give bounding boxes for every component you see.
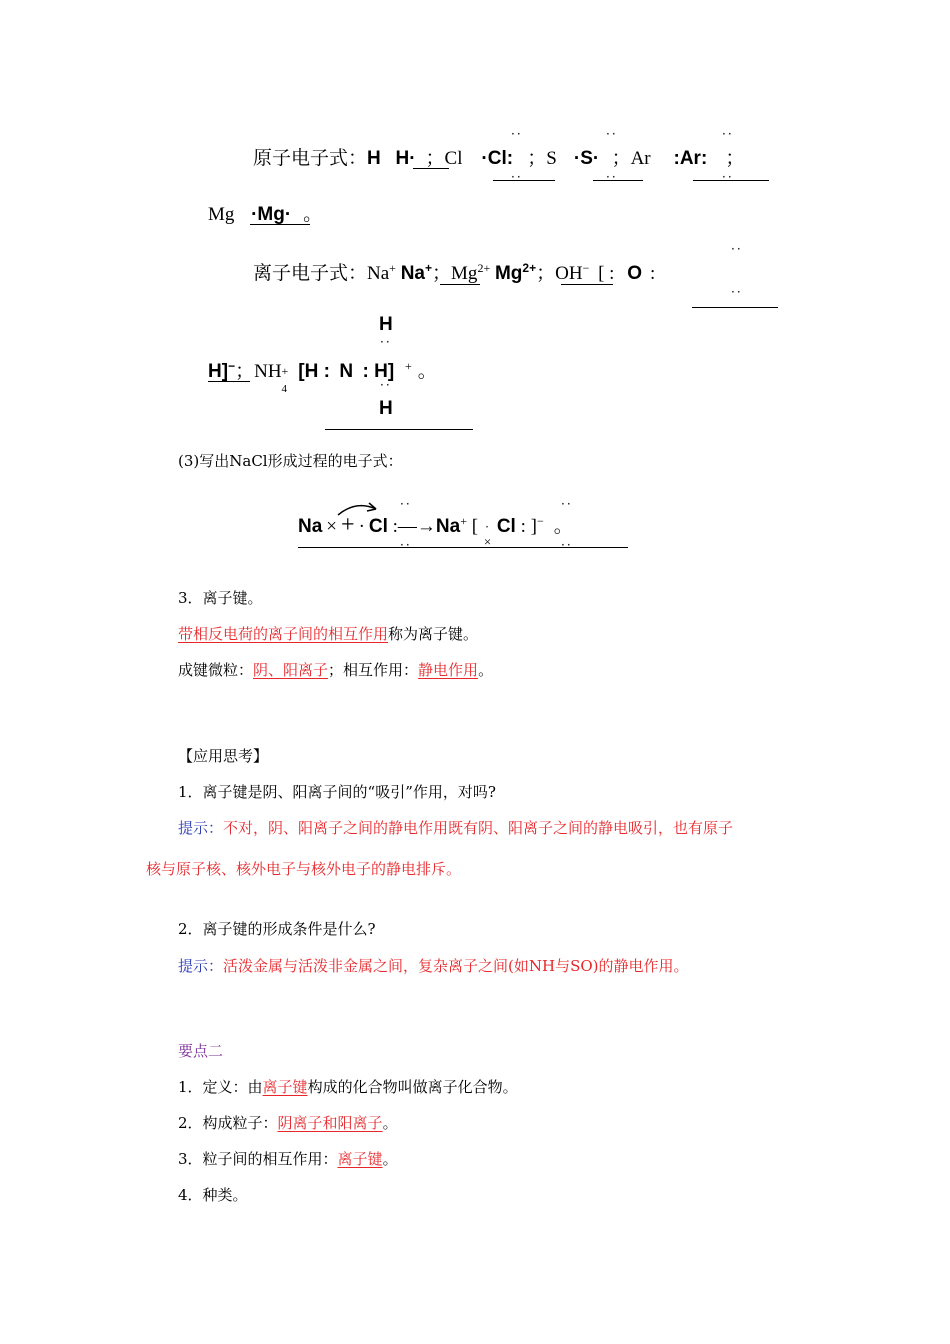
particle-answer: 阴、阳离子 [253,661,329,679]
reaction-arrow: —→ [397,516,436,537]
atomic-label: 原子电子式： [253,148,368,169]
mg-answer-underline [250,224,310,225]
cl-ion: Cl [496,516,516,537]
ionic-formula-line: 离子电子式：Na+ Na+；$Mg^{2+}$ $Mg^{2+}$；OH− [ : O : [253,261,656,284]
mg-atomic-line: Mg ·Mg· 。 [208,204,323,225]
oh-tail-underline [208,381,250,382]
ar-answer-underline [693,180,769,181]
interaction-answer: 静电作用 [418,661,479,679]
atomic-formula-line: 原子电子式：H H· ；Cl ·Cl: ；S ·S· ；Ar :Ar: ； [253,148,745,169]
nh4-underline [325,429,473,430]
thinking-heading: 【应用思考】 [178,747,269,765]
point2-item1: 1．定义：由离子键构成的化合物叫做离子化合物。 [178,1078,518,1096]
ar-symbol: Ar [630,148,651,169]
answer-1-line2: 核与原子核、核外电子与核外电子的静电排斥。 [146,860,462,878]
oh-hydrogen: H]− [208,359,236,382]
question-1: 1．离子键是阴、阳离子间的“吸引”作用，对吗? [178,783,496,801]
electron-transfer-arrow-icon [334,500,384,518]
definition-answer: 带相反电荷的离子间的相互作用 [178,625,389,643]
item3-prompt: (3)写出NaCl形成过程的电子式： [178,452,403,470]
h-answer: H· [395,148,416,169]
question-2: 2．离子键的形成条件是什么? [178,920,376,938]
h-answer-underline [413,168,449,169]
answer-1-line1: 提示：不对，阴、阳离子之间的静电作用既有阴、阳离子之间的静电吸引，也有原子 [178,819,734,837]
na-ion-answer: Na+ [400,261,433,284]
cl-atom: Cl [368,516,388,537]
point2-item4: 4．种类。 [178,1186,248,1204]
oh-ion-underline [692,307,778,308]
ionic-bond-particles: 成键微粒：阴、阳离子；相互作用：静电作用。 [178,661,494,679]
nh4-top-hydrogen: H [379,314,393,335]
ionic-bond-heading: 3．离子键。 [178,589,263,607]
nacl-process-underline [298,547,628,548]
h-symbol: H [367,148,381,169]
point2-heading: 要点二 [178,1042,224,1060]
ar-answer: :Ar: [673,148,708,169]
nh4-bottom-hydrogen: H [379,398,393,419]
oh-oxygen: O [627,263,642,284]
oh-nh4-line: H]−；NH + 4 [H : N : H] + 。 [208,359,437,395]
cl-answer: ·Cl: [481,148,514,169]
point2-item2: 2．构成粒子：阴离子和阳离子。 [178,1114,398,1132]
s-answer-underline [593,180,643,181]
mg-ion-underline [561,284,613,285]
mg-answer: ·Mg· [251,204,292,225]
nacl-process-line: Na × + · Cl :—→Na+ [ · × Cl : ]− 。 [298,512,573,549]
s-symbol: S [546,148,557,169]
hint-label-2: 提示： [178,957,224,975]
point2-item3: 3．粒子间的相互作用：离子键。 [178,1150,398,1168]
hint-label: 提示： [178,819,224,837]
document-page: 原子电子式：H H· ；Cl ·Cl: ；S ·S· ；Ar :Ar: ； ·· ·· ·· ·· ·· ·· Mg ·Mg· 。 离子电子式：Na+ Na+；$Mg^{2+}$ $Mg^{2+}$；OH− [ : O : ·· ·· H]−；NH + 4 [H : N : H] + 。 H ·· ·· H (3)写出NaCl形成过程的电子式： Na × + · Cl :—→Na+ [ · × Cl : ]− 。 ·· ·· ·· ·· 3．离子键。 带相反电荷的离子间的相互作用称为离子键。 成键微粒：阴、阳离子；相互作用：静电作用。 【应用思考】 1．离子键是阴、阳离子间的“吸引”作用，对吗? 提示：不对，阴、阳离子之间的静电作用既有阴、阳离子之间的静电吸引，也有原子 核与原子核、核外电子与核外电子的静电排斥。 2．离子键的形成条件是什么? 提示：活泼金属与活泼非金属之间，复杂离子之间(如NH与SO)的静电作用。 要点二 1．定义：由离子键构成的化合物叫做离子化合物。 2．构成粒子：阴离子和阳离子。 3．粒子间的相互作用：离子键。 4．种类。 [0,0,950,1344]
ammonium-structure: [H : N : H] [298,361,395,382]
na-ion-underline [440,284,480,285]
ionic-bond-definition: 带相反电荷的离子间的相互作用称为离子键。 [178,625,479,643]
answer-2: 提示：活泼金属与活泼非金属之间，复杂离子之间(如NH与SO)的静电作用。 [178,957,689,975]
ionic-label: 离子电子式： [253,263,368,284]
mg-symbol: Mg [208,204,235,225]
cl-answer-underline [493,180,555,181]
mg-ion-answer: $Mg^{2+}$ [494,261,537,284]
cl-symbol: Cl [444,148,463,169]
s-answer: ·S· [573,148,600,169]
